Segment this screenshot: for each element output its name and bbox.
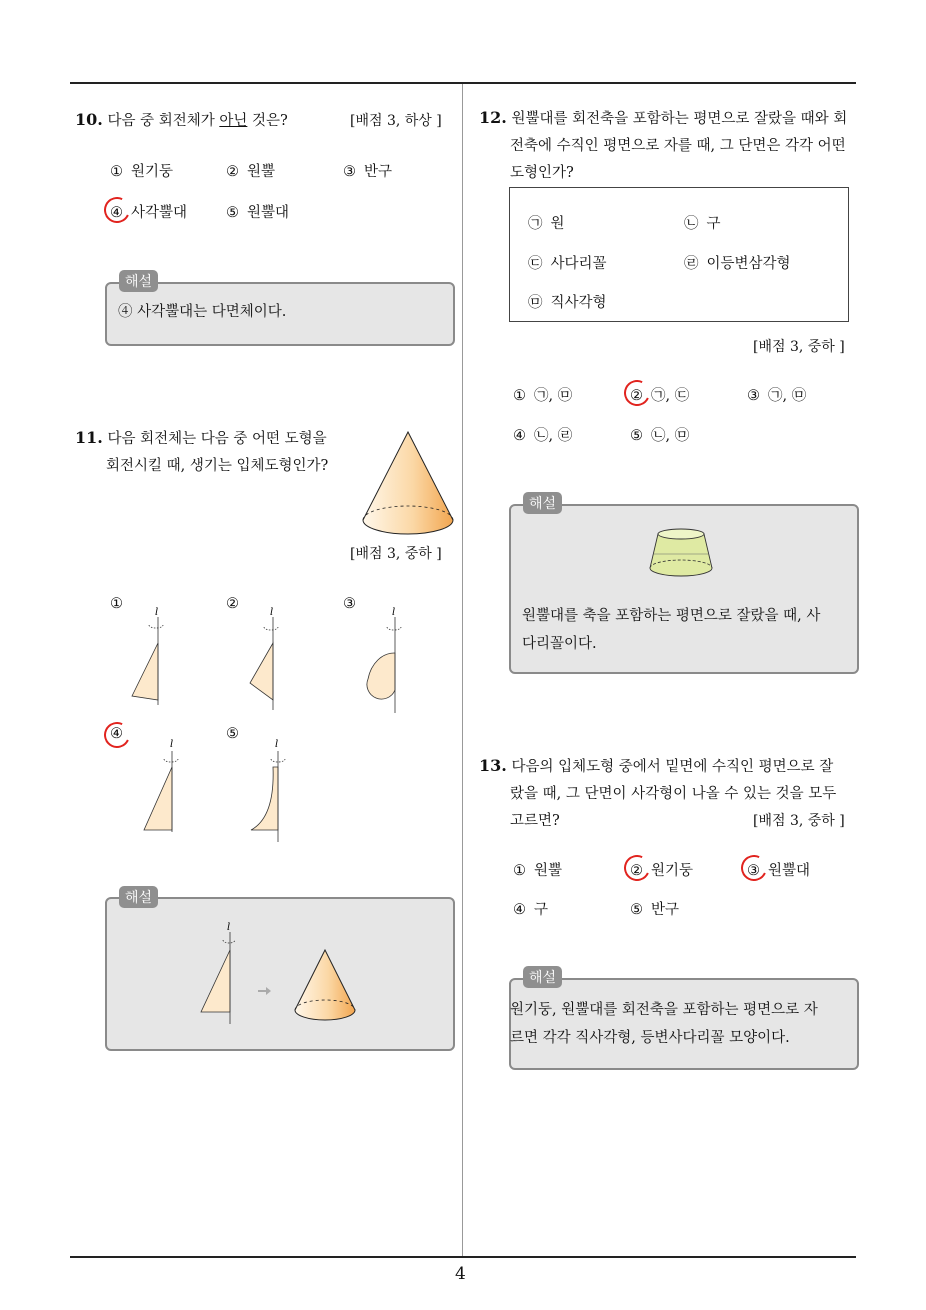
column-divider bbox=[462, 84, 463, 1256]
q12-option-4[interactable] bbox=[513, 424, 572, 445]
option-label: 원뿔대 bbox=[247, 205, 290, 221]
q11-cone-figure bbox=[360, 430, 460, 545]
q12-points: [배점 3, 중하 ] bbox=[753, 339, 845, 355]
item-label: 원 bbox=[550, 216, 565, 232]
q11-line1: 다음 회전체는 다음 중 어떤 도형을 bbox=[107, 431, 327, 447]
q11-option-1[interactable]: ① bbox=[110, 596, 123, 612]
q12-box-item-2 bbox=[684, 212, 721, 233]
q13-option-1[interactable] bbox=[513, 859, 562, 880]
q11-line2: 회전시킬 때, 생기는 입체도형인가? bbox=[106, 458, 329, 474]
option-label: 원뿔 bbox=[534, 863, 563, 879]
option-number: ⑤ bbox=[226, 205, 239, 221]
option-number: ④ bbox=[513, 428, 526, 444]
q11-number: 11. bbox=[75, 428, 103, 447]
q10-explanation-text: ④ 사각뿔대는 다면체이다. bbox=[118, 304, 287, 320]
q10-points: [배점 3, 하상 ] bbox=[350, 113, 442, 129]
q12-box-item-1 bbox=[528, 212, 565, 233]
q12-option-1[interactable] bbox=[513, 384, 572, 405]
option-number: ① bbox=[110, 164, 123, 180]
q12-line1: 원뿔대를 회전축을 포함하는 평면으로 잘랐을 때와 회 bbox=[511, 111, 848, 127]
q13-line2: 랐을 때, 그 단면이 사각형이 나올 수 있는 것을 모두 bbox=[510, 786, 837, 802]
option-number: ③ bbox=[747, 863, 760, 879]
axis-label: l bbox=[227, 922, 231, 933]
axis-label: l bbox=[155, 607, 159, 618]
item-marker: ㉤ bbox=[528, 295, 543, 311]
option-label: ㉡, ㉣ bbox=[534, 428, 573, 444]
option-number: ③ bbox=[747, 388, 760, 404]
q11-option-2[interactable]: ② bbox=[226, 596, 239, 612]
option-label: 원기둥 bbox=[651, 863, 694, 879]
q13-explanation-text bbox=[510, 996, 818, 1052]
q12-line3: 도형인가? bbox=[510, 165, 574, 181]
option-number: ④ bbox=[110, 205, 123, 221]
q13-explanation-line1: 원기둥, 원뿔대를 회전축을 포함하는 평면으로 자 bbox=[510, 1002, 818, 1018]
option-number: ⑤ bbox=[630, 428, 643, 444]
q11-option-5[interactable]: ⑤ bbox=[226, 726, 239, 742]
q10-question bbox=[75, 106, 288, 135]
q12-number: 12. bbox=[479, 108, 507, 127]
q12-frustum-figure bbox=[648, 524, 718, 580]
q13-line3: 고르면? bbox=[510, 813, 560, 829]
item-marker: ㉢ bbox=[528, 256, 543, 272]
q11-figure-4 bbox=[140, 737, 190, 837]
q10-option-1[interactable] bbox=[110, 160, 173, 181]
q12-option-5[interactable] bbox=[630, 424, 689, 445]
q13-line1: 다음의 입체도형 중에서 밑면에 수직인 평면으로 잘 bbox=[511, 759, 834, 775]
option-label: 원기둥 bbox=[131, 164, 174, 180]
q11-figure-3 bbox=[360, 605, 410, 715]
q11-answer-mark bbox=[100, 718, 133, 751]
item-marker: ㉠ bbox=[528, 216, 543, 232]
arrow-icon bbox=[258, 987, 271, 995]
q10-option-3[interactable] bbox=[343, 160, 392, 181]
q10-text-before: 다음 중 회전체가 bbox=[107, 113, 220, 129]
q10-text-after: 것은? bbox=[247, 113, 288, 129]
q11-option-4[interactable]: ④ bbox=[110, 726, 123, 742]
option-label: 사각뿔대 bbox=[131, 205, 188, 221]
q12-box-item-4 bbox=[684, 252, 791, 273]
q10-number: 10. bbox=[75, 110, 103, 129]
q11-figure-1 bbox=[125, 605, 175, 715]
axis-label: l bbox=[275, 739, 279, 750]
q13-explanation-tag: 해설 bbox=[523, 966, 562, 988]
option-label: 원뿔대 bbox=[768, 863, 811, 879]
q11-points: [배점 3, 중하 ] bbox=[350, 546, 442, 562]
q11-explanation-figure bbox=[195, 920, 365, 1035]
q10-option-5[interactable] bbox=[226, 201, 289, 222]
option-label: 구 bbox=[534, 902, 549, 918]
option-number: ② bbox=[630, 388, 643, 404]
q10-explanation-tag: 해설 bbox=[119, 270, 158, 292]
q12-explanation-line2: 다리꼴이다. bbox=[522, 636, 597, 652]
q11-option-3[interactable]: ③ bbox=[343, 596, 356, 612]
option-label: ㉠, ㉢ bbox=[651, 388, 690, 404]
q11-explanation-tag: 해설 bbox=[119, 886, 158, 908]
cone-body bbox=[363, 432, 453, 534]
q13-explanation-line2: 르면 각각 직사각형, 등변사다리꼴 모양이다. bbox=[510, 1030, 790, 1046]
q12-explanation-line1: 원뿔대를 축을 포함하는 평면으로 잘랐을 때, 사 bbox=[522, 608, 821, 624]
axis-label: l bbox=[392, 607, 396, 618]
item-label: 이등변삼각형 bbox=[706, 256, 791, 272]
item-marker: ㉡ bbox=[684, 216, 699, 232]
option-number: ① bbox=[513, 863, 526, 879]
q12-box-item-3 bbox=[528, 252, 607, 273]
q13-points: [배점 3, 중하 ] bbox=[753, 813, 845, 829]
option-number: ④ bbox=[513, 902, 526, 918]
item-label: 구 bbox=[706, 216, 721, 232]
q10-text-underline: 아닌 bbox=[219, 113, 248, 129]
option-label: ㉠, ㉤ bbox=[534, 388, 573, 404]
q12-line2: 전축에 수직인 평면으로 자를 때, 그 단면은 각각 어떤 bbox=[510, 138, 846, 154]
option-label: ㉡, ㉤ bbox=[651, 428, 690, 444]
q13-option-4[interactable] bbox=[513, 898, 548, 919]
option-label: 반구 bbox=[364, 164, 393, 180]
q12-explanation-text bbox=[522, 602, 820, 658]
item-label: 직사각형 bbox=[550, 295, 607, 311]
page-number: 4 bbox=[455, 1264, 466, 1284]
item-label: 사다리꼴 bbox=[550, 256, 607, 272]
q12-question bbox=[479, 104, 847, 187]
axis-label: l bbox=[170, 739, 174, 750]
q11-figure-5 bbox=[245, 737, 295, 847]
q12-box-item-5 bbox=[528, 291, 607, 312]
option-number: ③ bbox=[343, 164, 356, 180]
q13-option-5[interactable] bbox=[630, 898, 679, 919]
q11-figure-2 bbox=[240, 605, 290, 715]
option-number: ⑤ bbox=[630, 902, 643, 918]
top-rule bbox=[70, 82, 856, 84]
axis-label: l bbox=[270, 607, 274, 618]
q12-explanation-tag: 해설 bbox=[523, 492, 562, 514]
bottom-rule bbox=[70, 1256, 856, 1258]
q10-option-2[interactable] bbox=[226, 160, 275, 181]
q13-number: 13. bbox=[479, 756, 507, 775]
option-label: ㉠, ㉤ bbox=[768, 388, 807, 404]
item-marker: ㉣ bbox=[684, 256, 699, 272]
q12-option-3[interactable] bbox=[747, 384, 806, 405]
option-number: ② bbox=[226, 164, 239, 180]
option-label: 원뿔 bbox=[247, 164, 276, 180]
option-label: 반구 bbox=[651, 902, 680, 918]
option-number: ② bbox=[630, 863, 643, 879]
q11-question bbox=[75, 424, 328, 480]
option-number: ① bbox=[513, 388, 526, 404]
